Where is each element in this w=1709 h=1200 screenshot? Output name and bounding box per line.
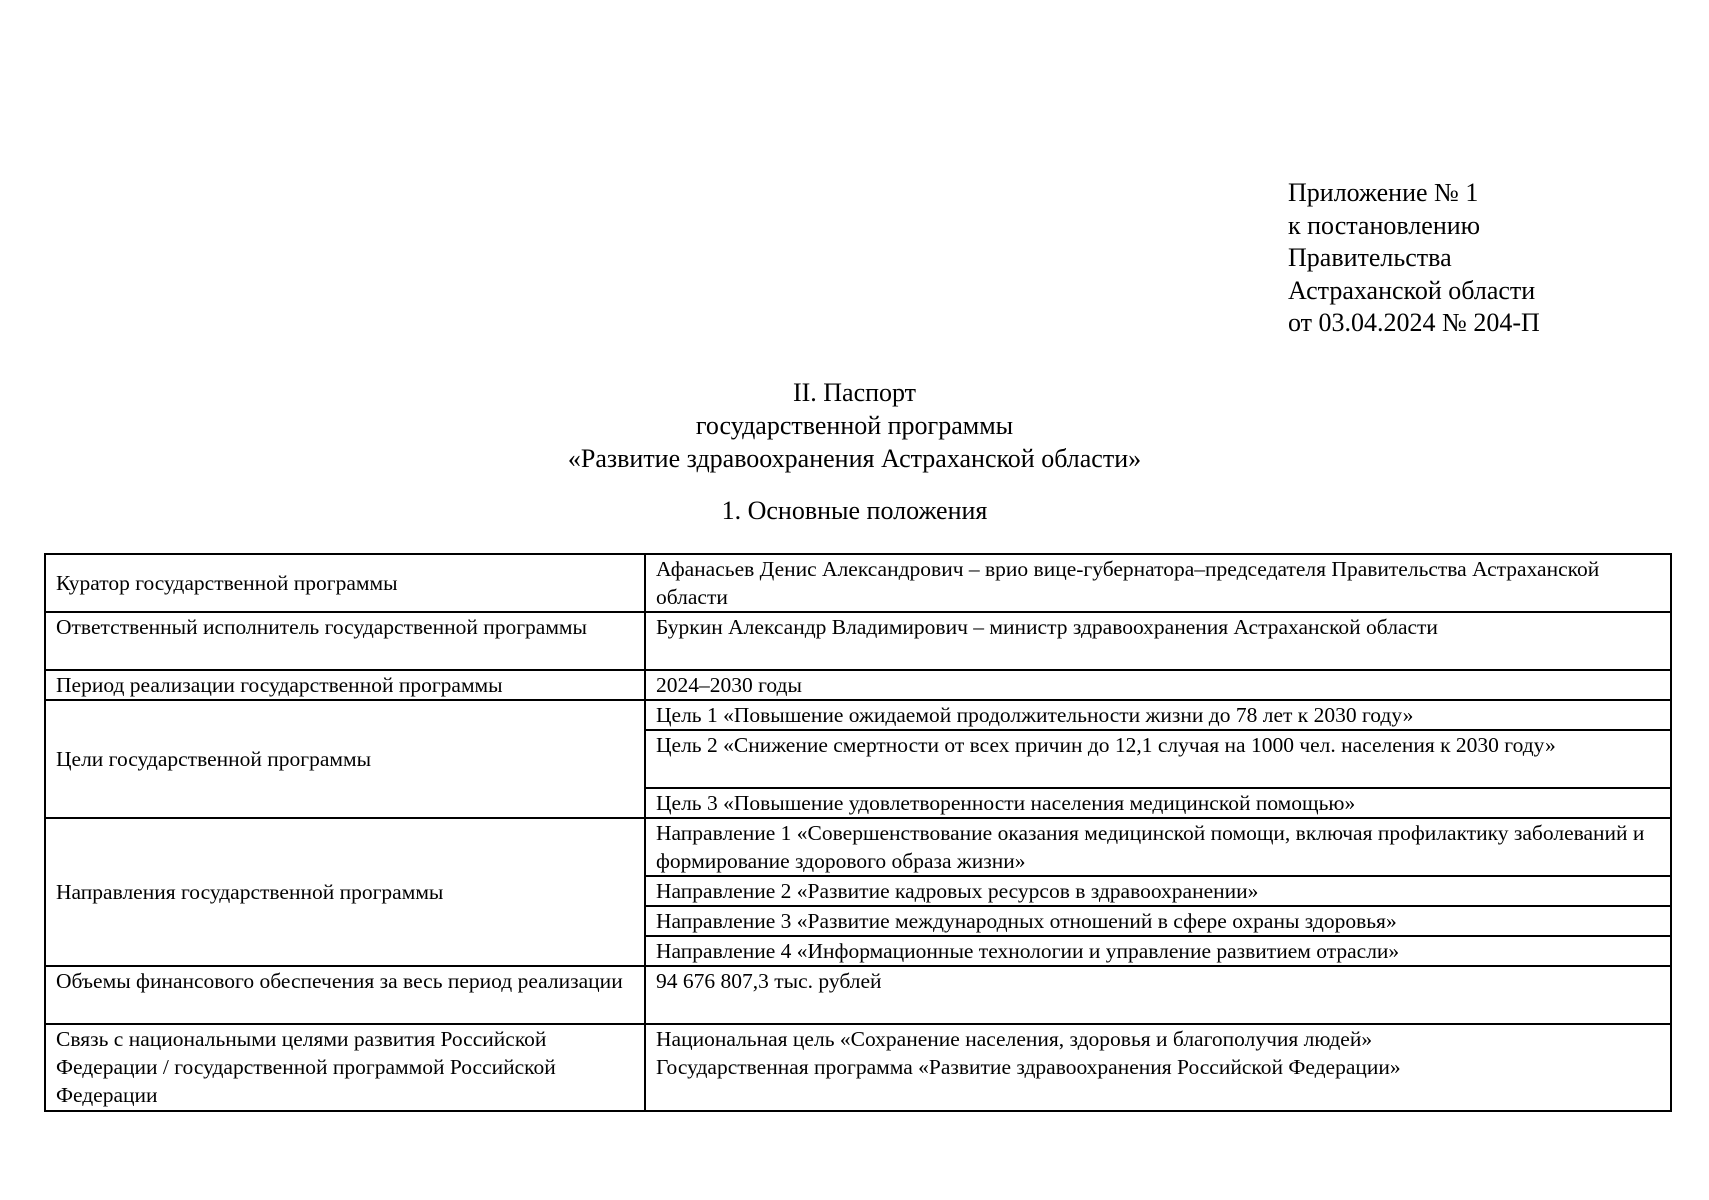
executor-value: Буркин Александр Владимирович – министр здравоохранения Астраханской области (645, 612, 1671, 670)
direction-item: Направление 4 «Информационные технологии и управление развитием отрасли» (645, 936, 1671, 966)
table-row (45, 1024, 1671, 1111)
annex-header (1288, 177, 1540, 340)
section-title: 1. Основные положения (721, 496, 988, 525)
links-value (645, 1024, 1671, 1111)
title-line: государственной программы (695, 411, 1014, 440)
annex-line: Астраханской области (1288, 275, 1536, 305)
direction-item: Направление 1 «Совершенствование оказания медицинской помощи, включая профилактику заболеваний и формирование здорового образа жизни» (645, 818, 1671, 876)
direction-item: Направление 2 «Развитие кадровых ресурсов в здравоохранении» (645, 876, 1671, 906)
table-row (45, 818, 1671, 876)
national-goal-line: Национальная цель «Сохранение населения, здоровья и благополучия людей» (656, 1027, 1373, 1051)
goal-item: Цель 2 «Снижение смертности от всех причин до 12,1 случая на 1000 чел. населения к 2030 году» (645, 730, 1671, 788)
goals-label: Цели государственной программы (45, 700, 645, 818)
table-row (45, 700, 1671, 730)
period-label: Период реализации государственной программы (45, 670, 645, 700)
curator-label: Куратор государственной программы (45, 554, 645, 612)
state-program-line: Государственная программа «Развитие здравоохранения Российской Федерации» (656, 1055, 1401, 1079)
goal-item: Цель 1 «Повышение ожидаемой продолжительности жизни до 78 лет к 2030 году» (645, 700, 1671, 730)
direction-item: Направление 3 «Развитие международных отношений в сфере охраны здоровья» (645, 906, 1671, 936)
annex-line: Приложение № 1 (1288, 178, 1479, 207)
period-value: 2024–2030 годы (645, 670, 1671, 700)
links-label: Связь с национальными целями развития Российской Федерации / государственной программой Российской Федерации (45, 1024, 645, 1111)
passport-table (44, 553, 1672, 1112)
curator-value: Афанасьев Денис Александрович – врио вице-губернатора–председателя Правительства Астраханской области (645, 554, 1671, 612)
directions-label: Направления государственной программы (45, 818, 645, 966)
table-row (45, 670, 1671, 700)
table-row (45, 966, 1671, 1024)
document-title (0, 376, 1709, 475)
executor-label: Ответственный исполнитель государственной программы (45, 612, 645, 670)
goal-item: Цель 3 «Повышение удовлетворенности населения медицинской помощью» (645, 788, 1671, 818)
table-row (45, 554, 1671, 612)
title-line: II. Паспорт (792, 378, 917, 407)
title-line: «Развитие здравоохранения Астраханской области» (567, 444, 1142, 473)
funding-label: Объемы финансового обеспечения за весь период реализации (45, 966, 645, 1024)
table-row (45, 612, 1671, 670)
annex-line: к постановлению (1288, 210, 1481, 240)
annex-line: от 03.04.2024 № 204-П (1288, 308, 1540, 337)
annex-line: Правительства (1288, 243, 1452, 272)
funding-value: 94 676 807,3 тыс. рублей (645, 966, 1671, 1024)
